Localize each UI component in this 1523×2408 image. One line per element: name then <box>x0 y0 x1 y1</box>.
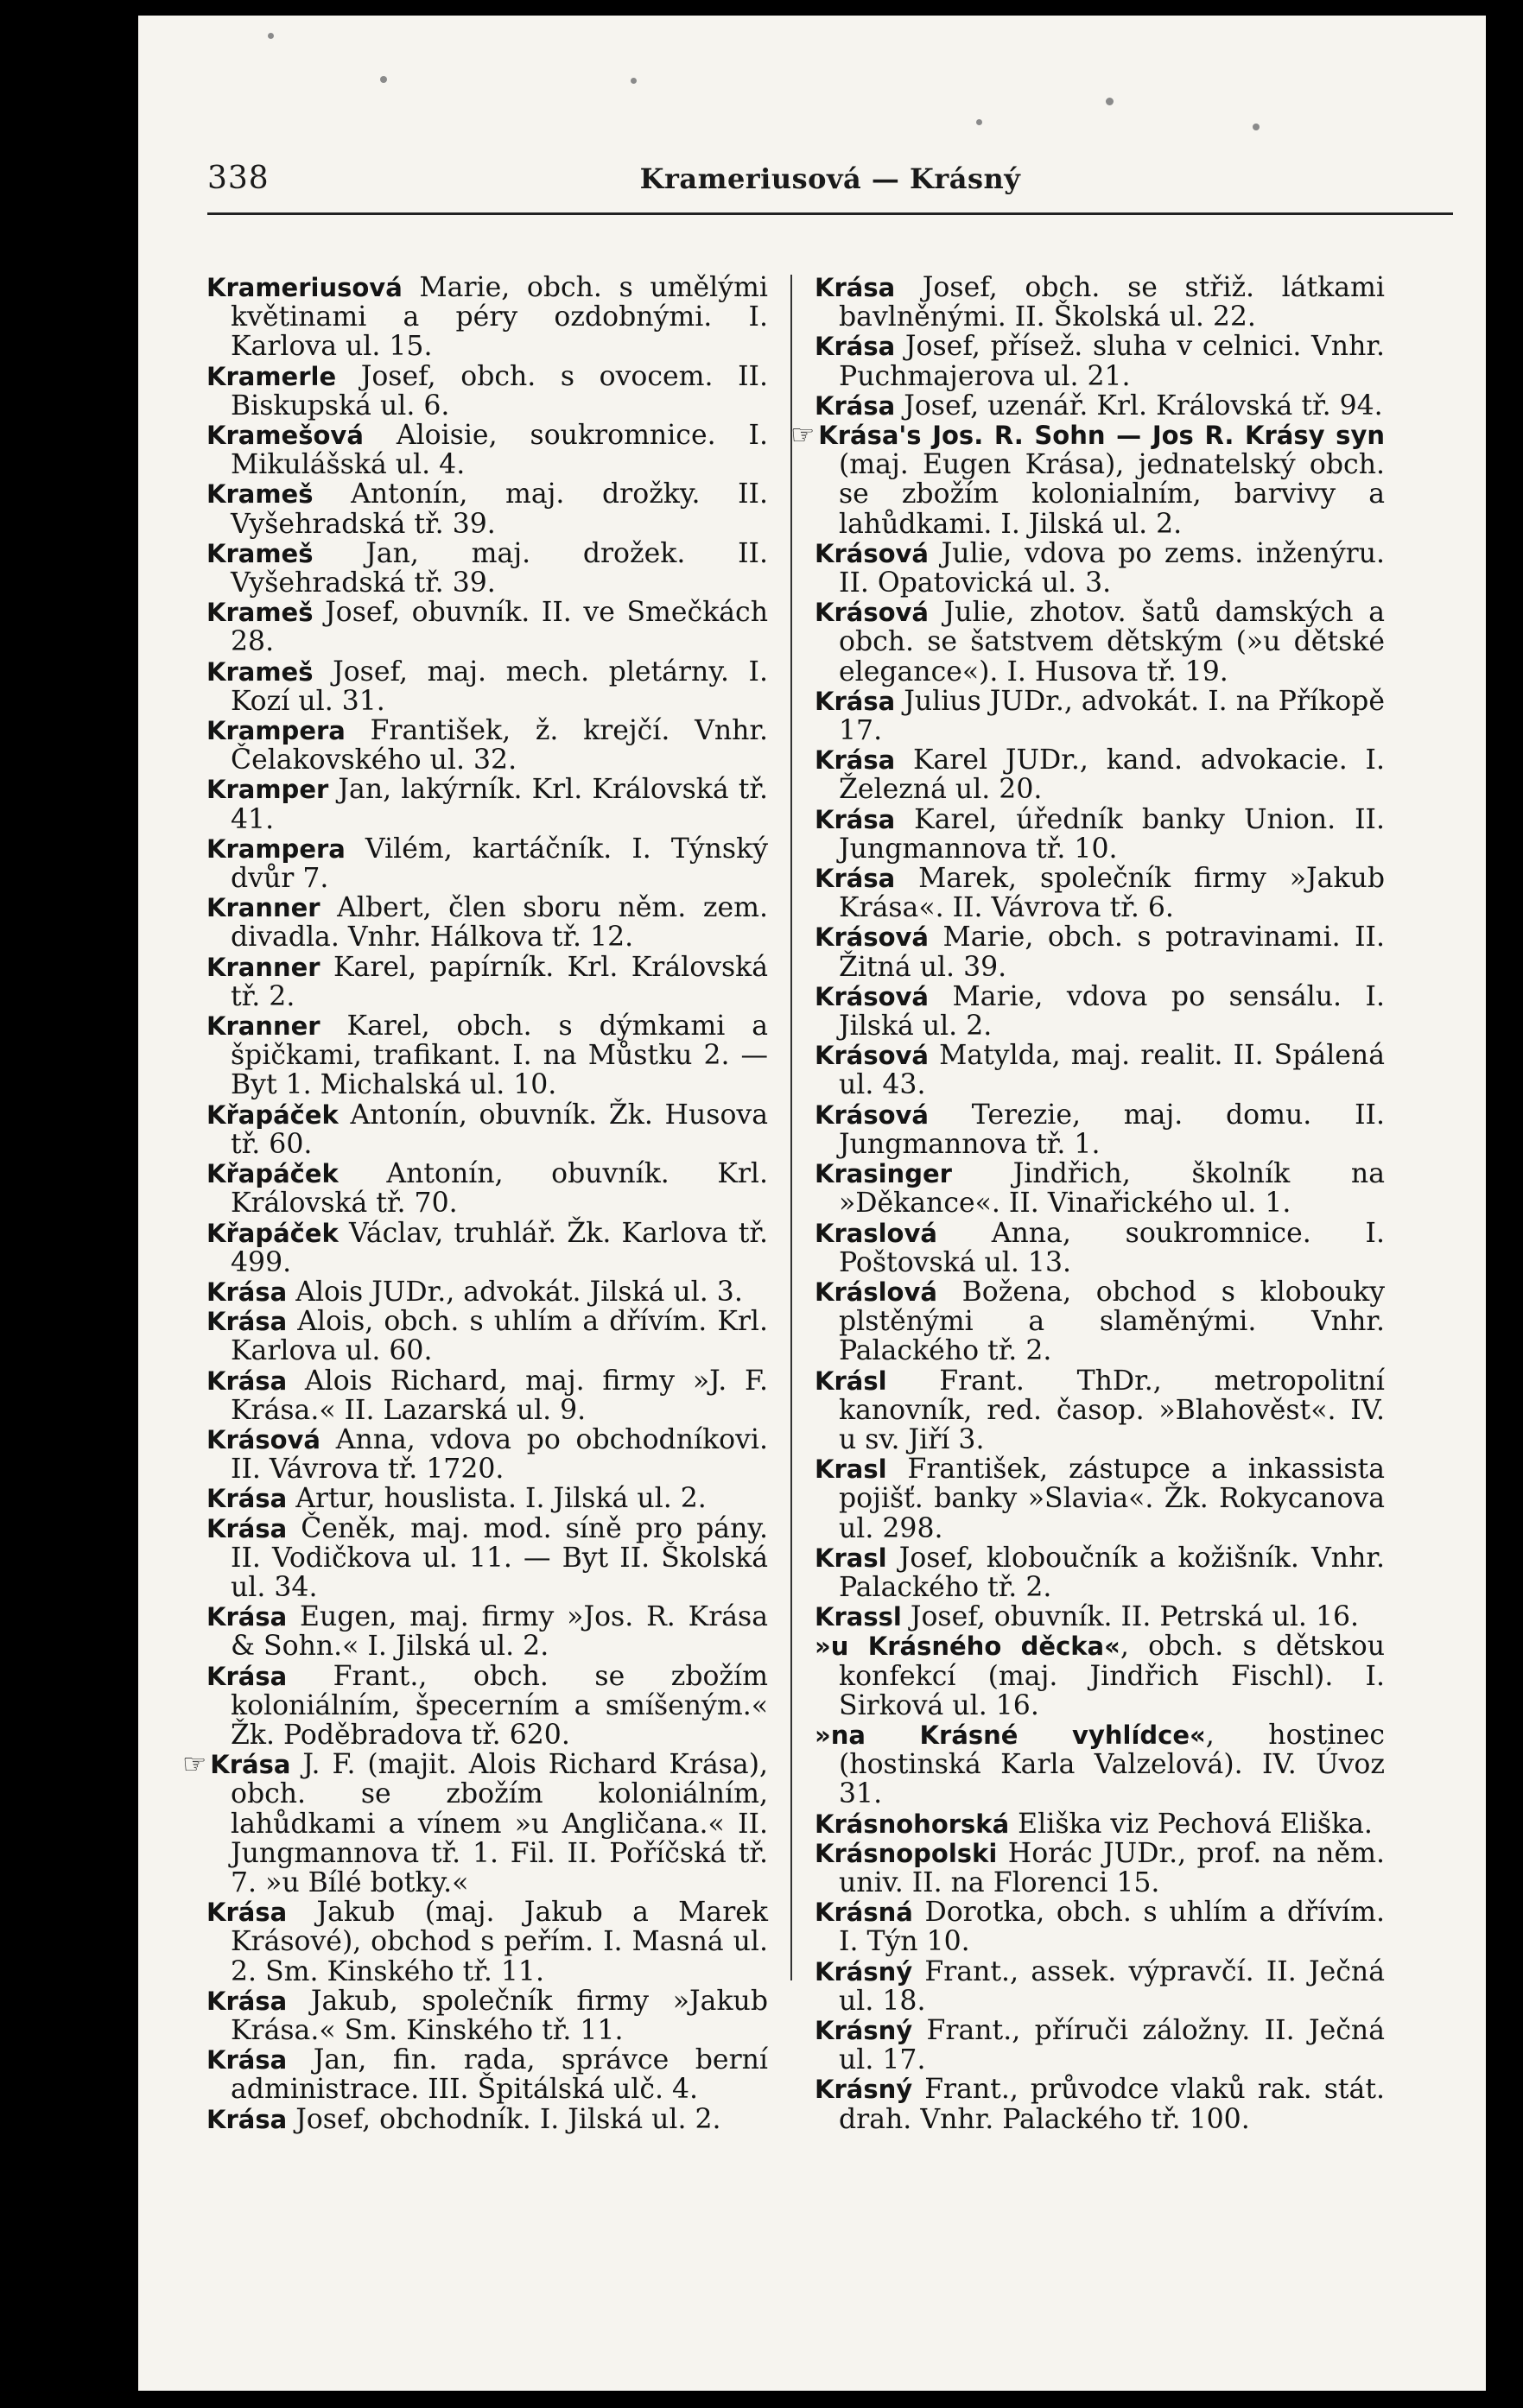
entry-details: Božena, obchod s klobouky plstěnými a slaměnými. Vnhr. Palackého tř. 2. <box>839 1276 1385 1367</box>
directory-entry <box>815 1602 1385 1632</box>
entry-name: Krása <box>815 390 896 421</box>
scan-speck <box>380 76 387 83</box>
entry-name: Krameš <box>206 538 314 568</box>
directory-entry <box>206 1100 768 1159</box>
directory-entry <box>815 598 1385 687</box>
entry-details: Josef, maj. mech. pletárny. I. Kozí ul. 31. <box>231 656 768 717</box>
entry-name: Krassl <box>815 1602 902 1632</box>
entry-name: Kráslová <box>815 1277 937 1307</box>
running-head: Krameriusová — Krásný <box>639 162 1021 195</box>
directory-entry <box>206 1011 768 1100</box>
directory-entry <box>206 657 768 716</box>
entry-name: Krasl <box>815 1543 887 1573</box>
entry-details: Vilém, kartáčník. I. Týnský dvůr 7. <box>231 833 768 895</box>
directory-entry <box>206 775 768 833</box>
entry-details: Marie, vdova po sensálu. I. Jilská ul. 2. <box>839 980 1385 1042</box>
directory-entry <box>815 1809 1385 1839</box>
entry-name: Krásová <box>815 598 930 628</box>
directory-entry <box>815 922 1385 981</box>
directory-entry <box>206 834 768 893</box>
entry-details: František, ž. krejčí. Vnhr. Čelakovského ul. 32. <box>231 715 768 776</box>
left-column <box>182 272 768 2135</box>
entry-name: Krása <box>206 1484 288 1514</box>
entry-details: Josef, kloboučník a kožišník. Vnhr. Palackého tř. 2. <box>839 1542 1385 1603</box>
directory-entry <box>815 1839 1385 1898</box>
entry-name: Krásnopolski <box>815 1838 998 1868</box>
entry-name: Krásová <box>206 1424 321 1454</box>
directory-entry <box>815 864 1385 922</box>
entry-name: Krasl <box>815 1454 887 1485</box>
directory-entry <box>206 2045 768 2104</box>
entry-name: Kramešová <box>206 421 364 451</box>
entry-details: Jan, lakýrník. Krl. Královská tř. 41. <box>231 774 768 835</box>
entry-name: Krampera <box>206 716 346 746</box>
entry-details: Eliška viz Pechová Eliška. <box>1009 1808 1373 1840</box>
entry-name: Krása <box>210 1750 291 1780</box>
entry-name: Krampera <box>206 833 346 864</box>
entry-details: Josef, obch. s ovocem. II. Biskupská ul. 6. <box>231 360 768 421</box>
entry-details: Matylda, maj. realit. II. Spálená ul. 43. <box>839 1040 1385 1101</box>
directory-entry <box>815 805 1385 864</box>
directory-entry <box>815 273 1385 332</box>
entry-name: Krásl <box>815 1366 887 1396</box>
scan-speck <box>1106 98 1114 105</box>
entry-name: Kraslová <box>815 1218 937 1248</box>
directory-entry <box>206 716 768 775</box>
directory-entry <box>206 1484 768 1513</box>
entry-name: Krása <box>206 1661 288 1691</box>
entry-details: František, zástupce a inkassista pojišť. banky »Slavia«. Žk. Rokycanova ul. 298. <box>839 1454 1385 1544</box>
entry-details: Frant., obch. se zbožím koloniálním, špecerním a smíšeným.« Žk. Poděbradova tř. 620. <box>231 1660 768 1751</box>
entry-name: Křapáček <box>206 1099 339 1130</box>
entry-name: Krása <box>206 1513 288 1543</box>
directory-entry <box>815 1957 1385 2016</box>
entry-details: Josef, obuvník. II. ve Smečkách 28. <box>231 597 768 658</box>
entry-name: Krásová <box>815 538 930 568</box>
entry-details: Josef, obch. se střiž. látkami bavlněnými. II. Školská ul. 22. <box>839 272 1385 333</box>
entry-name: Krása <box>206 2104 288 2134</box>
directory-entry <box>815 687 1385 745</box>
scan-speck <box>631 78 637 84</box>
directory-entry <box>206 1159 768 1218</box>
entry-name: Kramerle <box>206 361 337 391</box>
directory-entry <box>206 1662 768 1751</box>
directory-entry <box>206 2105 768 2134</box>
directory-entry <box>815 1898 1385 1956</box>
entry-name: Krameš <box>206 479 314 510</box>
entry-details: Frant., příruči záložny. II. Ječná ul. 17. <box>839 2014 1385 2076</box>
entry-details: (maj. Eugen Krása), jednatelský obch. se zbožím kolonialním, barvivy a lahůdkami. I. Jilská ul. 2. <box>839 449 1385 540</box>
entry-details: Horác JUDr., prof. na něm. univ. II. na Florenci 15. <box>839 1837 1385 1898</box>
entry-details: Terezie, maj. domu. II. Jungmannova tř. 1. <box>839 1099 1385 1160</box>
entry-name: »u Krásného děcka« <box>815 1632 1120 1662</box>
entry-name: Krásná <box>815 1898 913 1928</box>
entry-name: Křapáček <box>206 1159 339 1189</box>
entry-details: Frant., průvodce vlaků rak. stát. drah. Vnhr. Palackého tř. 100. <box>839 2074 1385 2135</box>
entry-name: Krameš <box>206 598 314 628</box>
entry-details: Frant., assek. výpravčí. II. Ječná ul. 18. <box>839 1955 1385 2017</box>
entry-details: Eugen, maj. firmy »Jos. R. Krása & Sohn.« I. Jilská ul. 2. <box>231 1601 768 1663</box>
entry-name: Kranner <box>206 1011 320 1042</box>
right-column <box>790 272 1385 2135</box>
entry-details: Antonín, obuvník. Žk. Husova tř. 60. <box>231 1099 768 1160</box>
entry-details: Karel, papírník. Krl. Královská tř. 2. <box>231 951 768 1012</box>
entry-name: »na Krásné vyhlídce« <box>815 1720 1206 1750</box>
entry-name: Krása <box>815 745 896 776</box>
scan-speck <box>976 119 982 125</box>
page-header <box>207 161 1453 215</box>
entry-name: Krameriusová <box>206 273 403 302</box>
entry-details: Alois Richard, maj. firmy »J. F. Krása.« II. Lazarská ul. 9. <box>231 1365 768 1426</box>
scan-speck <box>268 33 274 39</box>
entry-details: Antonín, maj. drožky. II. Vyšehradská tř. 39. <box>231 478 768 540</box>
directory-entry <box>206 273 768 362</box>
entry-details: Karel, úředník banky Union. II. Jungmannova tř. 10. <box>839 803 1385 865</box>
directory-entry <box>206 1366 768 1425</box>
directory-entry <box>206 598 768 656</box>
entry-name: Krása <box>206 1277 288 1307</box>
directory-entry <box>206 1987 768 2045</box>
directory-entry <box>790 420 1385 540</box>
entry-details: Antonín, obuvník. Krl. Královská tř. 70. <box>231 1158 768 1220</box>
directory-entry <box>815 332 1385 390</box>
entry-details: Anna, soukromnice. I. Poštovská ul. 13. <box>839 1217 1385 1278</box>
entry-name: Krásnohorská <box>815 1809 1010 1839</box>
entry-details: Josef, obuvník. II. Petrská ul. 16. <box>901 1601 1360 1633</box>
entry-name: Krása <box>815 804 896 834</box>
entry-details: J. F. (majit. Alois Richard Krása), obch. se zbožím koloniálním, lahůdkami a vínem »u Angličana.« II. Jungmannova tř. 1. Fil. II. Poříčská tř. 7. »u Bílé botky.« <box>231 1749 768 1898</box>
directory-entry <box>182 1749 768 1898</box>
entry-name: Krásová <box>815 981 930 1011</box>
directory-entry <box>815 1454 1385 1543</box>
directory-entry <box>815 1100 1385 1159</box>
directory-entry <box>206 953 768 1011</box>
entry-details: Alois JUDr., advokát. Jilská ul. 3. <box>287 1276 743 1308</box>
entry-details: Marek, společník firmy »Jakub Krása«. II. Vávrova tř. 6. <box>839 863 1385 924</box>
entry-name: Krásová <box>815 1041 930 1071</box>
entry-name: Krameš <box>206 656 314 687</box>
entry-name: Krása <box>206 1986 288 2016</box>
entry-details: Jan, maj. drožek. II. Vyšehradská tř. 39. <box>231 537 768 599</box>
column-divider <box>790 275 792 1980</box>
entry-name: Krása <box>815 864 896 894</box>
entry-name: Krása <box>206 1366 288 1396</box>
entry-details: Jakub, společník firmy »Jakub Krása.« Sm. Kinského tř. 11. <box>231 1985 768 2046</box>
entry-details: Jindřich, školník na »Děkance«. II. Vinařického ul. 1. <box>839 1158 1385 1220</box>
directory-entry <box>815 745 1385 804</box>
directory-entry <box>815 1159 1385 1218</box>
directory-page <box>138 16 1486 2391</box>
entry-details: Josef, přísež. sluha v celnici. Vnhr. Puchmajerova ul. 21. <box>839 331 1385 392</box>
entry-name: Krása <box>206 2045 288 2075</box>
entry-name: Krása's Jos. R. Sohn — Jos R. Krásy syn <box>818 421 1385 451</box>
entry-details: Frant. ThDr., metropolitní kanovník, red. časop. »Blahověst«. IV. u sv. Jiří 3. <box>839 1365 1385 1455</box>
entry-details: Marie, obch. s potravinami. II. Žitná ul. 39. <box>839 922 1385 983</box>
scan-speck <box>1253 124 1260 130</box>
entry-details: Karel, obch. s dýmkami a špičkami, trafikant. I. na Můstku 2. — Byt 1. Michalská ul. 10. <box>231 1011 768 1101</box>
entry-name: Kranner <box>206 893 320 923</box>
entry-details: Václav, truhlář. Žk. Karlova tř. 499. <box>231 1217 768 1278</box>
directory-entry <box>206 1219 768 1277</box>
entry-name: Krása <box>206 1602 288 1632</box>
directory-entry <box>815 1632 1385 1720</box>
entry-name: Kranner <box>206 952 320 982</box>
directory-entry <box>815 1720 1385 1809</box>
entry-name: Krása <box>815 332 896 362</box>
directory-entry <box>815 1041 1385 1099</box>
entry-name: Krása <box>206 1307 288 1337</box>
entry-name: Krása <box>206 1898 288 1928</box>
entry-details: Julius JUDr., advokát. I. na Příkopě 17. <box>839 685 1385 747</box>
directory-entry <box>206 1307 768 1366</box>
entry-details: Jakub (maj. Jakub a Marek Krásové), obchod s peřím. I. Masná ul. 2. Sm. Kinského tř. 11. <box>231 1897 768 1987</box>
directory-entry <box>206 362 768 421</box>
entry-name: Kramper <box>206 775 329 805</box>
entry-name: Krásová <box>815 922 930 953</box>
entry-name: Krásová <box>815 1099 930 1130</box>
directory-entry <box>815 2016 1385 2075</box>
directory-entry <box>815 1277 1385 1366</box>
entry-name: Krásný <box>815 2015 913 2045</box>
entry-details: , hostinec (hostinská Karla Valzelová). IV. Úvoz 31. <box>839 1719 1385 1810</box>
entry-details: Albert, člen sboru něm. zem. divadla. Vnhr. Hálkova tř. 12. <box>231 892 768 954</box>
entry-name: Krása <box>815 686 896 716</box>
entry-name: Krásný <box>815 2075 913 2105</box>
directory-entry <box>206 893 768 952</box>
directory-entry <box>206 1425 768 1484</box>
entry-details: Artur, houslista. I. Jilská ul. 2. <box>287 1483 707 1515</box>
entry-name: Krása <box>815 273 896 302</box>
entry-details: Josef, uzenář. Krl. Královská tř. 94. <box>895 390 1383 421</box>
directory-entry <box>815 539 1385 598</box>
entry-details: Julie, vdova po zems. inženýru. II. Opatovická ul. 3. <box>839 537 1385 599</box>
entry-details: Dorotka, obch. s uhlím a dřívím. I. Týn 10. <box>839 1897 1385 1958</box>
entry-details: Jan, fin. rada, správce berní administrace. III. Špitálská ulč. 4. <box>231 2044 768 2106</box>
directory-entry <box>206 539 768 598</box>
directory-entry <box>815 1366 1385 1455</box>
entry-name: Křapáček <box>206 1218 339 1248</box>
directory-entry <box>206 1277 768 1307</box>
directory-entry <box>206 421 768 479</box>
entry-details: Aloisie, soukromnice. I. Mikulášská ul. 4. <box>231 420 768 481</box>
entry-name: Krasinger <box>815 1159 952 1189</box>
directory-entry <box>206 1898 768 1987</box>
page-number: 338 <box>207 161 270 196</box>
entry-details: Josef, obchodník. I. Jilská ul. 2. <box>287 2103 721 2135</box>
directory-entry <box>206 1602 768 1661</box>
entry-details: Karel JUDr., kand. advokacie. I. Železná ul. 20. <box>839 745 1385 806</box>
directory-entry <box>815 1219 1385 1277</box>
directory-entry <box>815 1543 1385 1602</box>
entry-details: Marie, obch. s umělými květinami a péry ozdobnými. I. Karlova ul. 15. <box>231 272 768 363</box>
entry-details: , obch. s dětskou konfekcí (maj. Jindřich Fischl). I. Sirková ul. 16. <box>839 1631 1385 1721</box>
entry-name: Krásný <box>815 1956 913 1987</box>
directory-entry <box>815 982 1385 1041</box>
entry-details: Julie, zhotov. šatů damských a obch. se šatstvem dětským (»u dětské elegance«). I. Husova tř. 19. <box>839 597 1385 688</box>
directory-entry <box>815 391 1385 421</box>
directory-entry <box>815 2075 1385 2133</box>
entry-details: Čeněk, maj. mod. síně pro pány. II. Vodičkova ul. 11. — Byt II. Školská ul. 34. <box>231 1512 768 1603</box>
entry-details: Anna, vdova po obchodníkovi. II. Vávrova tř. 1720. <box>231 1423 768 1486</box>
directory-entry <box>206 1514 768 1603</box>
entry-details: Alois, obch. s uhlím a dřívím. Krl. Karlova ul. 60. <box>231 1306 768 1367</box>
directory-entry <box>206 479 768 538</box>
